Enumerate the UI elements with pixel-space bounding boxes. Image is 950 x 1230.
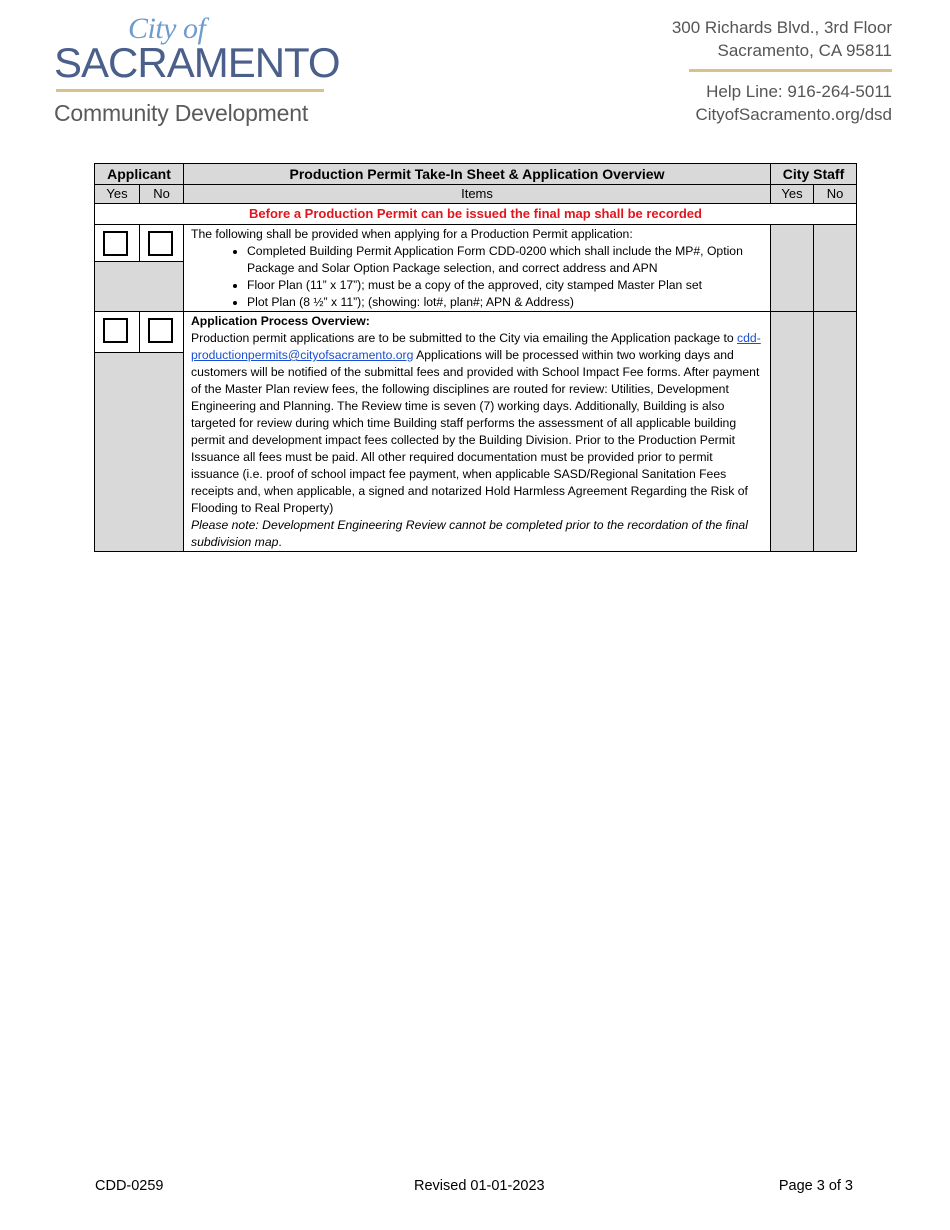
table-subheader-row: [95, 185, 857, 204]
applicant-no-checkbox-row2[interactable]: [148, 318, 173, 343]
overview-text-start: Production permit applications are to be submitted to the City via emailing the Application package to: [191, 331, 734, 345]
email-link[interactable]: cdd-productionpermits@cityofsacramento.org: [191, 331, 761, 362]
applicant-no-cell: [140, 312, 184, 353]
take-in-sheet-table: [94, 163, 857, 552]
logo-department: Community Development: [54, 100, 309, 126]
staff-no-header: No: [814, 185, 857, 204]
applicant-yes-cell: [95, 312, 140, 353]
applicant-filler-cell: [95, 353, 184, 552]
staff-no-cell-row1[interactable]: [814, 225, 857, 312]
table-row: [95, 312, 857, 353]
applicant-header: Applicant: [95, 164, 184, 185]
applicant-no-checkbox-row1[interactable]: [148, 231, 173, 256]
table-row: [95, 225, 857, 262]
city-logo: [54, 14, 344, 124]
applicant-yes-checkbox-row1[interactable]: [103, 231, 128, 256]
page-number: Page 3 of 3: [778, 1178, 853, 1194]
applicant-yes-cell: [95, 225, 140, 262]
process-overview-text: [191, 330, 764, 517]
process-note-end: .: [278, 535, 282, 549]
list-item: • Floor Plan (11” x 17”); must be a copy of the approved, city stamped Master Plan set: [247, 277, 764, 294]
list-item: • Plot Plan (8 ½” x 11”); (showing: lot#, plan#; APN & Address): [247, 294, 764, 311]
address-line-2: Sacramento, CA 95811: [717, 41, 892, 60]
table-title: Production Permit Take-In Sheet & Application Overview: [184, 164, 771, 185]
process-note-italic: Please note: Development Engineering Review cannot be completed prior to the recordation of the final subdivision map: [191, 518, 748, 549]
logo-sacramento: SACRAMENTO: [54, 39, 340, 86]
address-line-1: 300 Richards Blvd., 3rd Floor: [671, 18, 892, 37]
logo-city-of: City of: [128, 12, 206, 45]
city-staff-header: City Staff: [771, 164, 857, 185]
applicant-no-cell: [140, 225, 184, 262]
address-divider: [689, 69, 892, 72]
help-line: Help Line: 916-264-5011: [706, 82, 892, 101]
process-overview-item: [184, 312, 771, 552]
table-header-row: [95, 164, 857, 185]
requirements-list: [191, 243, 764, 311]
notice-row: [95, 204, 857, 225]
requirements-intro: The following shall be provided when applying for a Production Permit application:: [191, 227, 633, 241]
final-map-notice: Before a Production Permit can be issued the final map shall be recorded: [95, 204, 857, 225]
website: CityofSacramento.org/dsd: [695, 105, 892, 124]
form-number: CDD-0259: [95, 1178, 164, 1194]
list-item: • Completed Building Permit Application Form CDD-0200 which shall include the MP#, Option Package and Solar Option Package selection, and correct address and APN: [247, 243, 764, 277]
process-note: [191, 517, 764, 551]
applicant-filler-cell: [95, 262, 184, 312]
revised-date: Revised 01-01-2023: [414, 1178, 545, 1194]
logo-divider: [56, 89, 324, 92]
staff-no-cell-row2[interactable]: [814, 312, 857, 552]
staff-yes-cell-row1[interactable]: [771, 225, 814, 312]
requirements-item: [184, 225, 771, 312]
applicant-no-header: No: [140, 185, 184, 204]
staff-yes-cell-row2[interactable]: [771, 312, 814, 552]
process-overview-title: Application Process Overview:: [191, 314, 370, 328]
applicant-yes-header: Yes: [95, 185, 140, 204]
items-header: Items: [184, 185, 771, 204]
staff-yes-header: Yes: [771, 185, 814, 204]
overview-text-rest: Applications will be processed within two working days and customers will be notified of the submittal fees and provided with School Impact Fee forms. After payment of the Master Plan review fees, the following disciplines are routed for review: Utilities, Development Engineering and Planning. The Review time is seven (7) working days. Additionally, Building is also targeted for review during which time Building staff performs the assessment of all applicable building permit and development impact fees collected by the Building Division. Prior to the Production Permit Issuance all fees must be paid. All other required documentation must be provided prior to permit issuance (i.e. proof of school impact fee payment, when applicable SASD/Regional Sanitation Fees receipts and, when applicable, a signed and notarized Hold Harmless Agreement Regarding the Risk of Flooding to Real Property): [191, 348, 760, 515]
address-block: [672, 16, 892, 126]
applicant-yes-checkbox-row2[interactable]: [103, 318, 128, 343]
